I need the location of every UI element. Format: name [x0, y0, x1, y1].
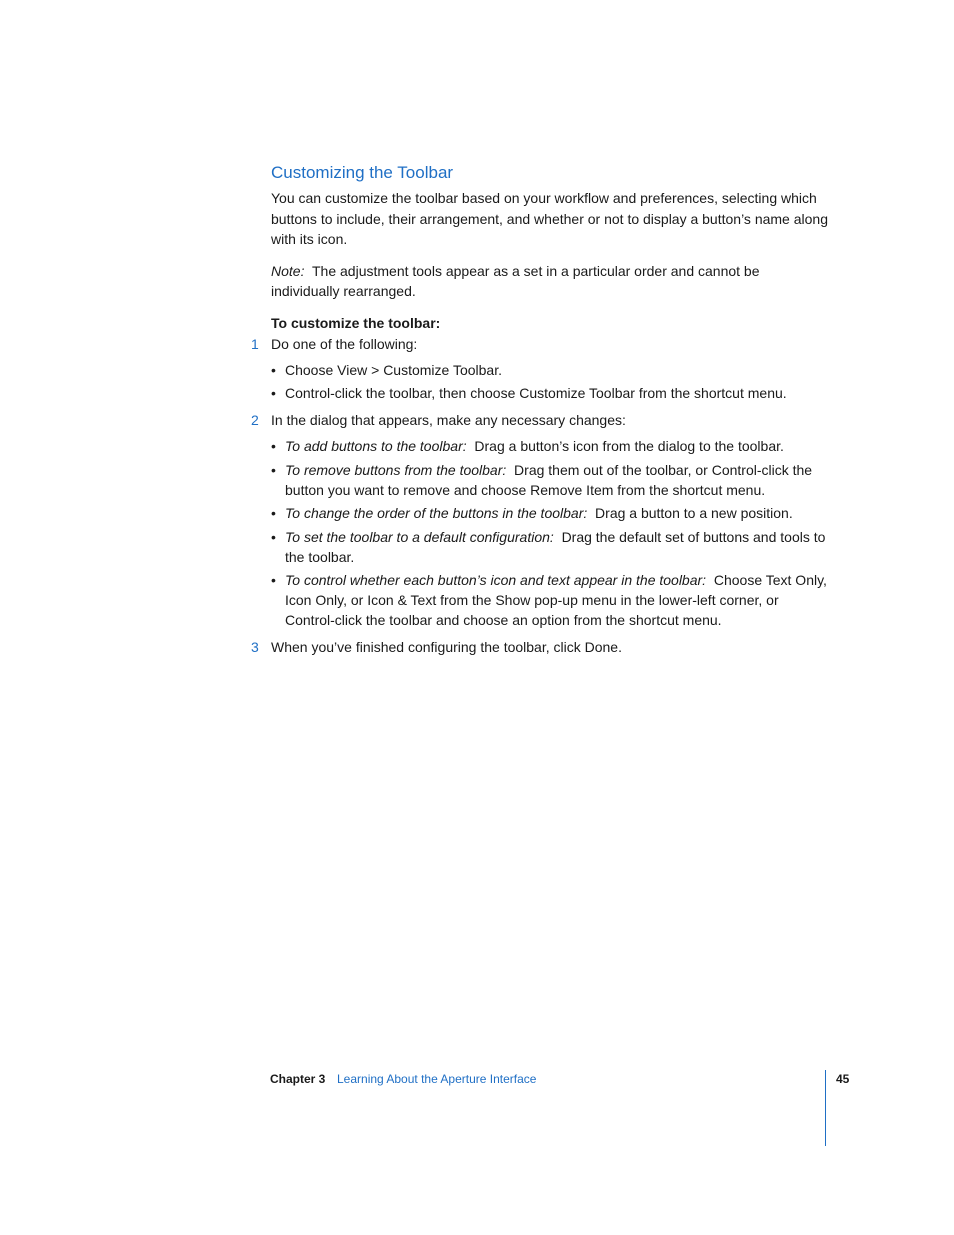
bullet-marker: •: [271, 528, 276, 545]
bullet-item: [271, 503, 831, 523]
step-text: In the dialog that appears, make any necessary changes:: [271, 412, 626, 428]
bullet-item: [271, 383, 831, 403]
intro-paragraph: You can customize the toolbar based on your workflow and preferences, selecting which buttons to include, their arrangement, and whether or not to display a button’s name along with its icon.: [271, 190, 828, 247]
step-bullet-list: [271, 360, 831, 404]
note-paragraph: [271, 261, 831, 302]
step-bullet-list: [271, 436, 831, 630]
bullet-lead: To set the toolbar to a default configuration:: [285, 528, 554, 545]
bullet-text: Drag a button’s icon from the dialog to the toolbar.: [474, 438, 784, 454]
note-text: The adjustment tools appear as a set in a particular order and cannot be individually rearranged.: [271, 262, 760, 299]
step-number: 2: [251, 412, 259, 428]
footer-chapter-title: Learning About the Aperture Interface: [337, 1072, 537, 1086]
bullet-text: Drag the default set of buttons and tools to the toolbar.: [285, 528, 826, 565]
procedure-step: [251, 410, 831, 430]
page-content: [251, 162, 831, 663]
bullet-item: [271, 360, 831, 380]
procedure-step: [251, 637, 831, 657]
bullet-marker: •: [271, 361, 276, 378]
bullet-text: Drag them out of the toolbar, or Control-click the button you want to remove and choose Remove Item from the shortcut menu.: [285, 461, 813, 498]
bullet-item: [271, 527, 831, 567]
step-number: 3: [251, 639, 259, 655]
bullet-marker: •: [271, 505, 276, 521]
bullet-lead: To control whether each button’s icon and text appear in the toolbar:: [285, 572, 707, 588]
footer-divider: [825, 1070, 826, 1146]
bullet-item: [271, 570, 831, 630]
bullet-marker: •: [271, 572, 276, 588]
bullet-text: Choose View > Customize Toolbar.: [285, 361, 502, 378]
bullet-text: Drag a button to a new position.: [595, 505, 793, 521]
bullet-marker: •: [271, 461, 276, 478]
bullet-lead: To change the order of the buttons in the toolbar:: [285, 505, 588, 521]
section-heading: Customizing the Toolbar: [271, 163, 454, 182]
bullet-lead: To add buttons to the toolbar:: [285, 438, 467, 454]
bullet-lead: To remove buttons from the toolbar:: [285, 461, 507, 478]
step-text: When you’ve finished configuring the toolbar, click Done.: [271, 639, 622, 655]
page-number: 45: [836, 1072, 850, 1086]
bullet-text: Choose Text Only, Icon Only, or Icon & Text from the Show pop-up menu in the lower-left corner, or Control-click the toolbar and choose an option from the shortcut menu.: [285, 572, 827, 628]
bullet-item: [271, 436, 831, 456]
bullet-marker: •: [271, 438, 276, 454]
bullet-marker: •: [271, 385, 276, 401]
page-footer: [270, 1072, 850, 1092]
step-text: Do one of the following:: [271, 335, 418, 352]
step-number: 1: [251, 335, 259, 352]
footer-chapter-label: Chapter 3: [270, 1072, 326, 1086]
procedure-step: [251, 334, 831, 354]
procedure-title: To customize the toolbar:: [271, 314, 441, 331]
note-label: Note:: [271, 262, 305, 279]
bullet-item: [271, 460, 831, 500]
bullet-text: Control-click the toolbar, then choose Customize Toolbar from the shortcut menu.: [285, 385, 787, 401]
